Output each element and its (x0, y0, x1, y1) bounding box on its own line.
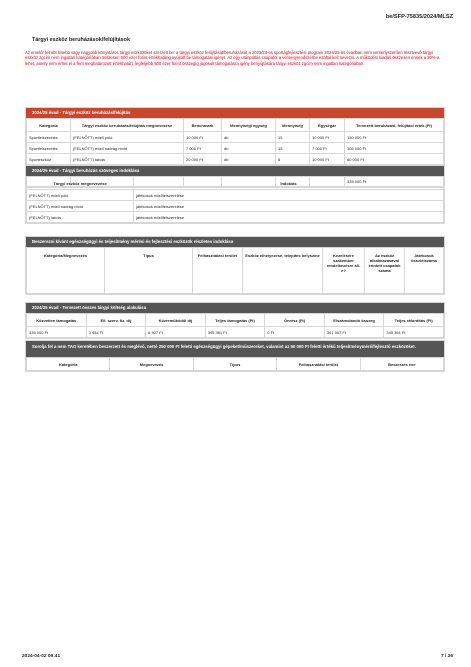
table-cell: 80 000 Ft (345, 154, 444, 165)
column-header: Kezelésére szakember rendelkezésre áll-e? (323, 248, 365, 294)
table-row (27, 190, 444, 201)
column-header: Felhasználási terület (277, 358, 360, 371)
table-header-row (27, 358, 444, 371)
column-header: Kategória/Megnevezés (27, 248, 105, 294)
table-title: 2024/25 évad - Tárgyi eszköz beruházás/felújítás (26, 108, 444, 118)
health-equipment-table (25, 236, 445, 295)
table-cell: db (222, 154, 276, 165)
column-header: Mennyiségi egység (222, 119, 276, 132)
column-header: Eszköz elhelyezése, telepítés helyszíne (243, 248, 323, 294)
column-header: Beszerzés éve (360, 358, 443, 371)
table-cell: Sportfelszerelés (27, 143, 71, 154)
table-cell: 335 000 Ft (27, 327, 87, 338)
column-header: Kategória (27, 358, 110, 371)
column-header: Az eszköz alkalmazásával érintett csapatok száma (365, 248, 405, 294)
table-header-row (27, 248, 444, 294)
column-header: Típus (105, 248, 193, 294)
table-cell: (FELNŐTT) edző póló (71, 132, 184, 143)
table-header-row (27, 119, 444, 132)
table-cell: 10 000 Ft (310, 132, 345, 143)
column-header: Benchmark (184, 119, 222, 132)
document-id: be/SFP-75835/2024/MLSZ (385, 14, 453, 20)
justification-table (25, 165, 445, 224)
table-cell: 7 000 Ft (310, 143, 345, 154)
column-header: Teljes ráfordítás (Ft) (384, 314, 444, 327)
column-header: Tervezett beruházási, felújítási érték (Ft) (345, 119, 444, 132)
table-cell: 0 Ft (265, 327, 325, 338)
table-title: Sorolja fel a nem TAO keretében beszerzett és meglévő, nettó 250 000 Ft feletti egészségügyi gépeket/műszereket, valamint az 50 000 Ft feletti értékű teljesítménymérő/fejlesztő eszközöket. (26, 341, 444, 357)
table-title: Beszerezni kívánt egészségügyi és teljesítmény mérési és fejlesztési eszközök részletes indoklása (26, 237, 444, 247)
footer-date: 2024-04-02 09:41 (22, 654, 61, 659)
table-cell: (FELNŐTT) edző nadrág rövid (71, 143, 184, 154)
table-cell: 7 000 Ft (184, 143, 222, 154)
column-header: Önrész (Ft) (265, 314, 325, 327)
page-number: 7 / 26 (440, 654, 453, 659)
table-cell: 8 (276, 154, 310, 165)
column-header: Tárgyi eszköz beruházás/felújítás megnevezése (71, 119, 184, 132)
table-cell: 10 000 Ft (310, 154, 345, 165)
table-header-row (27, 177, 444, 190)
table-cell: (FELNŐTT) edző nadrág rövid (27, 201, 134, 212)
table-cell: 345 361 Ft (205, 327, 265, 338)
table-cell: 20 000 Ft (184, 154, 222, 165)
intro-text: Az emelőr felrobt kisebb vagy nagyobb könyvtáros tárgyi eszközöket szerzett be: a tárgyi eszköz felújítását/beruházását a 2023/24-es sportágfejlesztési program 2024/25-ös évadban nem versenyszerűen résztvevő tárgyi eszköz zgcim nem ingatlan kategóriában összesen 500 ezer forint értékhatárig nyújtott be támogatási igényt. Az egy utánpótlás csapatot a versenyrendszerbe ezáltal kell nevezni. A működési kiadás összesen ennek a 20%-a lehet, amely nem érhet el a fent meghatározott értékhatárt, legfeljebb 500 ezer forint összegig jogosult támogatásra igény benyújtására tárgyi eszköz zgcim nem ingatlan kategóriában. (25, 50, 440, 66)
table-cell: játékosok edzőfelszerelése (134, 201, 444, 212)
table-row (27, 201, 444, 212)
table-cell: db (222, 132, 276, 143)
table-cell: 6 907 Ft (146, 327, 206, 338)
table-cell: 15 (276, 132, 310, 143)
table-cell: 10 000 Ft (184, 132, 222, 143)
table-cell: 150 000 Ft (345, 132, 444, 143)
table-cell: játékosok edzőfelszerelése (134, 212, 444, 223)
table-cell: db (222, 143, 276, 154)
column-header: Tárgyi eszköz megnevezése (27, 177, 134, 190)
column-header: Ell. szerv. fiz. díj (86, 314, 146, 327)
table-title: 2024/25 évad - Tervezett összes tárgyi költség alakulása (26, 303, 444, 313)
column-header: Játékosok összlétszáma (405, 248, 444, 294)
cost-summary-table (25, 302, 445, 339)
table-row (27, 143, 444, 154)
table-cell: (FELNŐTT) labda (71, 154, 184, 165)
total-value: 335 000 Ft (345, 176, 444, 187)
column-header: Közreműködői díj (146, 314, 206, 327)
table-cell: Sportfelszerelés (27, 132, 71, 143)
table-cell: (FELNŐTT) labda (27, 212, 134, 223)
column-header: Indoklás (134, 177, 444, 190)
table-title: 2024/25 évad - Tárgyi beruházás szöveges indoklása (26, 166, 444, 176)
table-cell: 3 454 Ft (86, 327, 146, 338)
table-row (27, 212, 444, 223)
existing-equipment-table (25, 340, 445, 372)
column-header: Felhasználási terület (193, 248, 243, 294)
table-cell: 105 000 Ft (345, 143, 444, 154)
column-header: Kategória (27, 119, 71, 132)
column-header: Közvetlen támogatás (27, 314, 87, 327)
table-row (27, 132, 444, 143)
section-title: Tárgyi eszköz beruházások/felújítások (32, 37, 130, 43)
table-cell: Sporteszköz (27, 154, 71, 165)
table-cell: 341 907 Ft (324, 327, 384, 338)
column-header: Mennyiség (276, 119, 310, 132)
column-header: Típus (193, 358, 276, 371)
table-cell: játékosok edzőfelszerelése (134, 190, 444, 201)
table-row (27, 154, 444, 165)
column-header: Teljes támogatás (Ft) (205, 314, 265, 327)
column-header: Elszámolandó összeg (324, 314, 384, 327)
column-header: Megnevezés (110, 358, 193, 371)
column-header: Egységár (310, 119, 345, 132)
table-cell: 345 361 Ft (384, 327, 444, 338)
table-row (27, 327, 444, 338)
table-cell: 15 (276, 143, 310, 154)
table-header-row (27, 314, 444, 327)
table-cell: (FELNŐTT) edző póló (27, 190, 134, 201)
